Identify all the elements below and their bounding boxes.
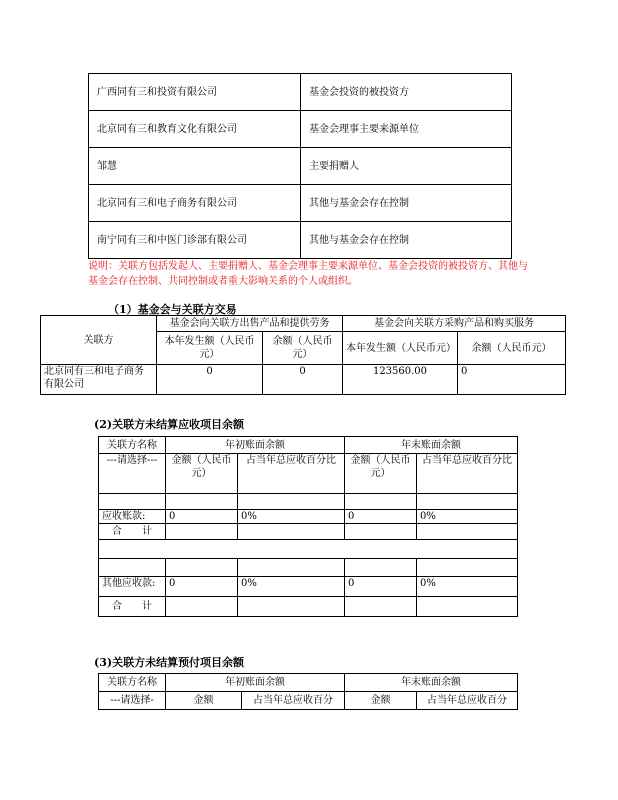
section-heading-receivables: (2)关联方未结算应收项目余额: [94, 418, 245, 431]
col-sell-header: 基金会向关联方出售产品和提供劳务: [157, 316, 343, 332]
col-begin-pct-header: 占当年总应收百分比: [238, 454, 345, 494]
table-row-total: [99, 524, 518, 540]
table-row: [89, 222, 512, 259]
end-amount: 0: [345, 510, 417, 524]
col-begin-pct-header: 占当年总应收百分: [242, 692, 345, 710]
col-end-amount-header: 金额（人民币元）: [345, 454, 417, 494]
col-name-header: 关联方名称: [99, 437, 166, 454]
end-amount: 0: [345, 577, 417, 597]
party-name: 南宁同有三和中医门诊部有限公司: [89, 222, 301, 259]
party-relation: 主要捐赠人: [301, 148, 512, 185]
col-end-header: 年末账面余额: [345, 674, 518, 692]
col-sell-balance-header: 余额（人民币元）: [263, 332, 343, 365]
col-end-header: 年末账面余额: [345, 437, 518, 454]
transactions-table: [40, 315, 566, 395]
party-relation: 基金会理事主要来源单位: [301, 111, 512, 148]
buy-balance: 0: [458, 365, 566, 395]
col-end-pct-header: 占当年总应收百分比: [417, 454, 518, 494]
table-header-row: [99, 437, 518, 454]
col-buy-header: 基金会向关联方采购产品和购买服务: [343, 316, 566, 332]
col-buy-amount-header: 本年发生额（人民币元）: [343, 332, 458, 365]
col-party-header: 关联方: [41, 316, 157, 365]
begin-pct: 0%: [238, 577, 345, 597]
col-begin-amount-header: 金额: [166, 692, 242, 710]
table-row: [89, 148, 512, 185]
party-name: 北京同有三和电子商务有限公司: [41, 365, 157, 395]
end-pct: 0%: [417, 577, 518, 597]
col-buy-balance-header: 余额（人民币元）: [458, 332, 566, 365]
begin-amount: 0: [166, 577, 238, 597]
party-select[interactable]: ---请选择-: [99, 692, 166, 710]
sell-amount: 0: [157, 365, 263, 395]
prepayments-table: [98, 673, 518, 710]
col-begin-amount-header: 金额（人民币元）: [166, 454, 238, 494]
table-row: [41, 365, 566, 395]
table-header-row: [41, 316, 566, 332]
party-name: 北京同有三和电子商务有限公司: [89, 185, 301, 222]
party-name: 邹慧: [89, 148, 301, 185]
total-label: 合 计: [99, 597, 166, 617]
table-subheader-row: [99, 454, 518, 494]
table-header-row: [99, 674, 518, 692]
total-label: 合 计: [99, 524, 166, 540]
col-end-amount-header: 金额: [345, 692, 417, 710]
table-row: [89, 185, 512, 222]
other-receivable-label: 其他应收款:: [99, 577, 166, 597]
table-row-spacer: [99, 540, 518, 559]
party-relation: 其他与基金会存在控制: [301, 185, 512, 222]
col-sell-amount-header: 本年发生额（人民币元）: [157, 332, 263, 365]
begin-pct: 0%: [238, 510, 345, 524]
section-heading-prepayments: (3)关联方未结算预付项目余额: [94, 656, 245, 669]
end-pct: 0%: [417, 510, 518, 524]
party-relation: 基金会投资的被投资方: [301, 74, 512, 111]
sell-balance: 0: [263, 365, 343, 395]
col-name-header: 关联方名称: [99, 674, 166, 692]
related-parties-table: [88, 73, 512, 259]
party-relation: 其他与基金会存在控制: [301, 222, 512, 259]
accounts-receivable-label: 应收账款:: [99, 510, 166, 524]
party-name: 广西同有三和投资有限公司: [89, 74, 301, 111]
explanation-note: 说明：关联方包括发起人、主要捐赠人、基金会理事主要来源单位、基金会投资的被投资方、其他与基金会存在控制、共同控制或者重大影响关系的个人或组织。: [88, 261, 528, 287]
col-end-pct-header: 占当年总应收百分: [417, 692, 518, 710]
table-row: [89, 111, 512, 148]
receivables-table: [98, 436, 518, 617]
section-heading-transactions: （1）基金会与关联方交易: [108, 303, 237, 316]
party-name: 北京同有三和教育文化有限公司: [89, 111, 301, 148]
col-begin-header: 年初账面余额: [166, 674, 345, 692]
buy-amount: 123560.00: [343, 365, 458, 395]
table-row: [89, 74, 512, 111]
begin-amount: 0: [166, 510, 238, 524]
table-row-spacer: [99, 494, 518, 510]
table-row-accounts-receivable: [99, 510, 518, 524]
party-select[interactable]: ---请选择---: [99, 454, 166, 494]
col-begin-header: 年初账面余额: [166, 437, 345, 454]
table-subheader-row: [99, 692, 518, 710]
table-row-total: [99, 597, 518, 617]
table-row-spacer: [99, 559, 518, 577]
table-row-other-receivable: [99, 577, 518, 597]
